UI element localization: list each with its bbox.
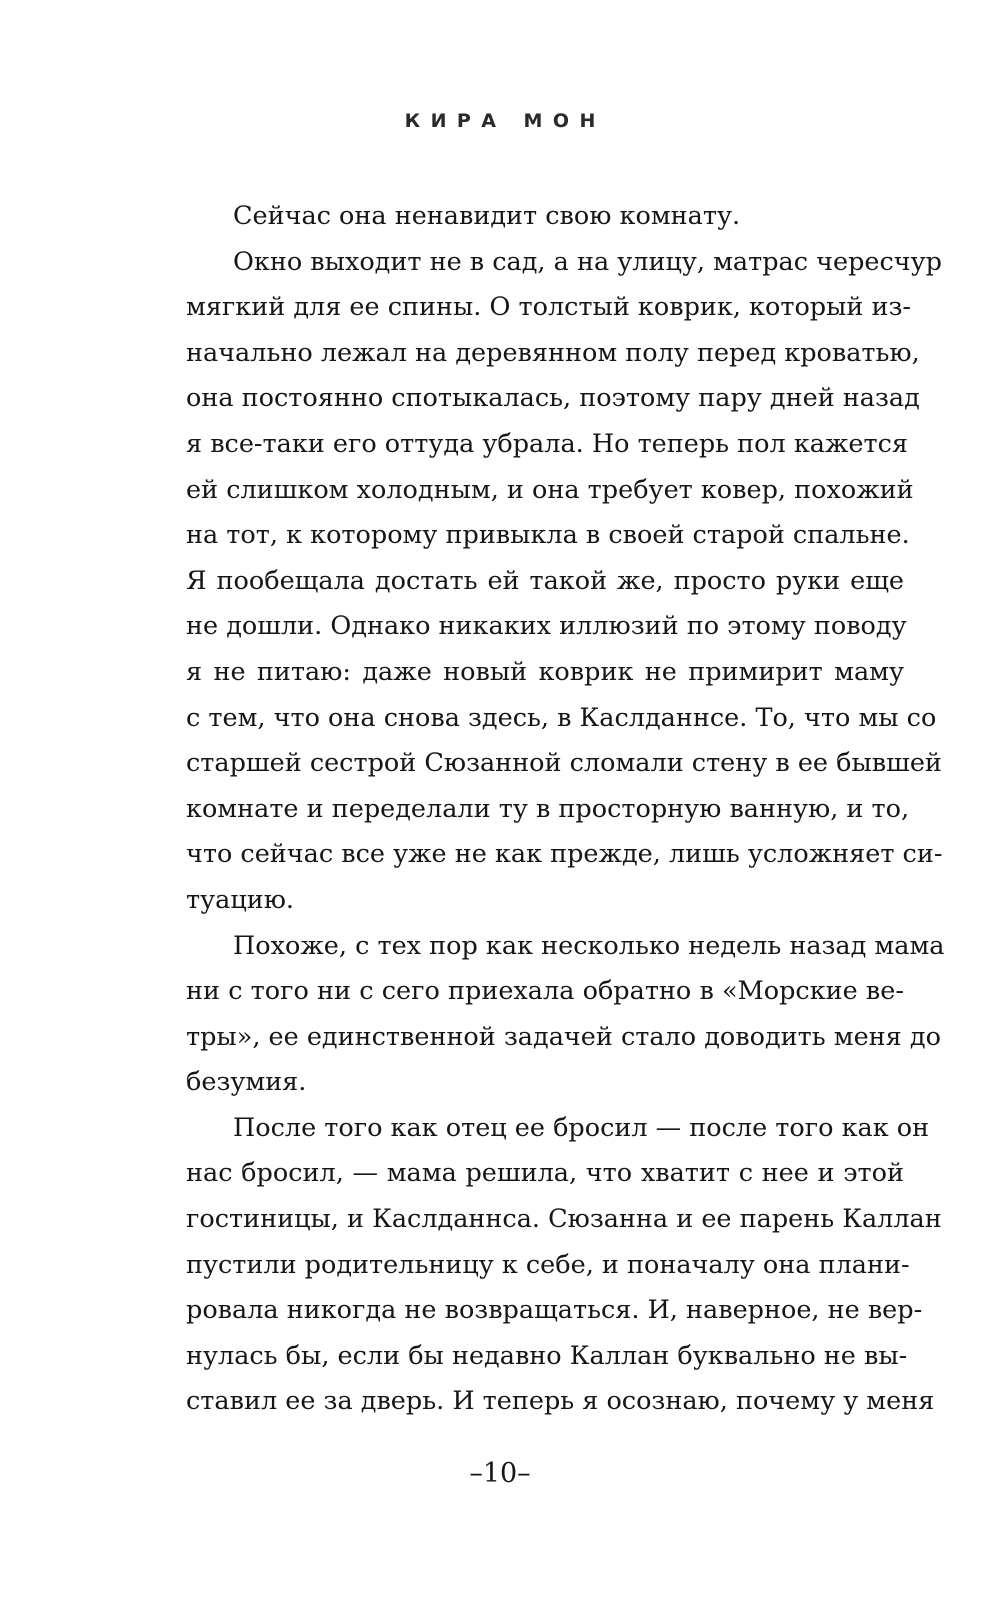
text-line: Похоже, с тех пор как несколько недель назад мама <box>233 930 945 961</box>
text-line: ни с того ни с сего приехала обратно в «Морские ве- <box>186 976 904 1007</box>
page-number: –10– <box>469 1458 531 1489</box>
text-line: что сейчас все уже не как прежде, лишь усложняет си- <box>186 839 943 870</box>
text-line: старшей сестрой Сюзанной сломали стену в ее бывшей <box>186 748 942 779</box>
text-line: я все-таки его оттуда убрала. Но теперь пол кажется <box>186 428 908 459</box>
paragraph-3 <box>186 924 945 1106</box>
paragraph-4 <box>186 1106 942 1425</box>
text-line: ей слишком холодным, и она требует ковер, похожий <box>186 474 914 505</box>
text-line: Сейчас она ненавидит свою комнату. <box>233 201 741 231</box>
paragraph-1 <box>186 194 904 240</box>
text-line: я не питаю: даже новый коврик не примирит маму <box>186 656 904 687</box>
text-line: нулась бы, если бы недавно Каллан буквально не вы- <box>186 1340 908 1371</box>
text-line: Окно выходит не в сад, а на улицу, матрас чересчур <box>233 246 942 277</box>
text-line: пустили родительницу к себе, и поначалу она плани- <box>186 1249 910 1280</box>
text-line: Я пообещала достать ей такой же, просто руки еще <box>186 565 904 596</box>
text-line: туацию. <box>186 884 295 915</box>
text-line: безумия. <box>186 1067 307 1098</box>
text-line: начально лежал на деревянном полу перед кроватью, <box>186 337 920 368</box>
text-line: не дошли. Однако никаких иллюзий по этому поводу <box>186 611 907 642</box>
text-line: ровала никогда не возвращаться. И, наверное, не вер- <box>186 1295 923 1326</box>
text-line: нас бросил, — мама решила, что хватит с нее и этой <box>186 1158 904 1189</box>
text-line: она постоянно спотыкалась, поэтому пару дней назад <box>186 383 920 414</box>
text-line: ставил ее за дверь. И теперь я осознаю, почему у меня <box>186 1386 935 1417</box>
text-line: комнате и переделали ту в просторную ванную, и то, <box>186 793 910 824</box>
paragraph-2 <box>186 240 943 924</box>
running-header: КИРА МОН <box>404 110 606 132</box>
text-line: После того как отец ее бросил — после того как он <box>233 1112 930 1143</box>
text-line: с тем, что она снова здесь, в Каслданнсе. То, что мы со <box>186 702 937 733</box>
body-text <box>186 194 945 1425</box>
text-line: мягкий для ее спины. О толстый коврик, который из- <box>186 292 912 323</box>
text-line: гостиницы, и Каслданнса. Сюзанна и ее парень Каллан <box>186 1204 942 1235</box>
text-line: тры», ее единственной задачей стало доводить меня до <box>186 1021 941 1052</box>
text-line: на тот, к которому привыкла в своей старой спальне. <box>186 520 910 551</box>
